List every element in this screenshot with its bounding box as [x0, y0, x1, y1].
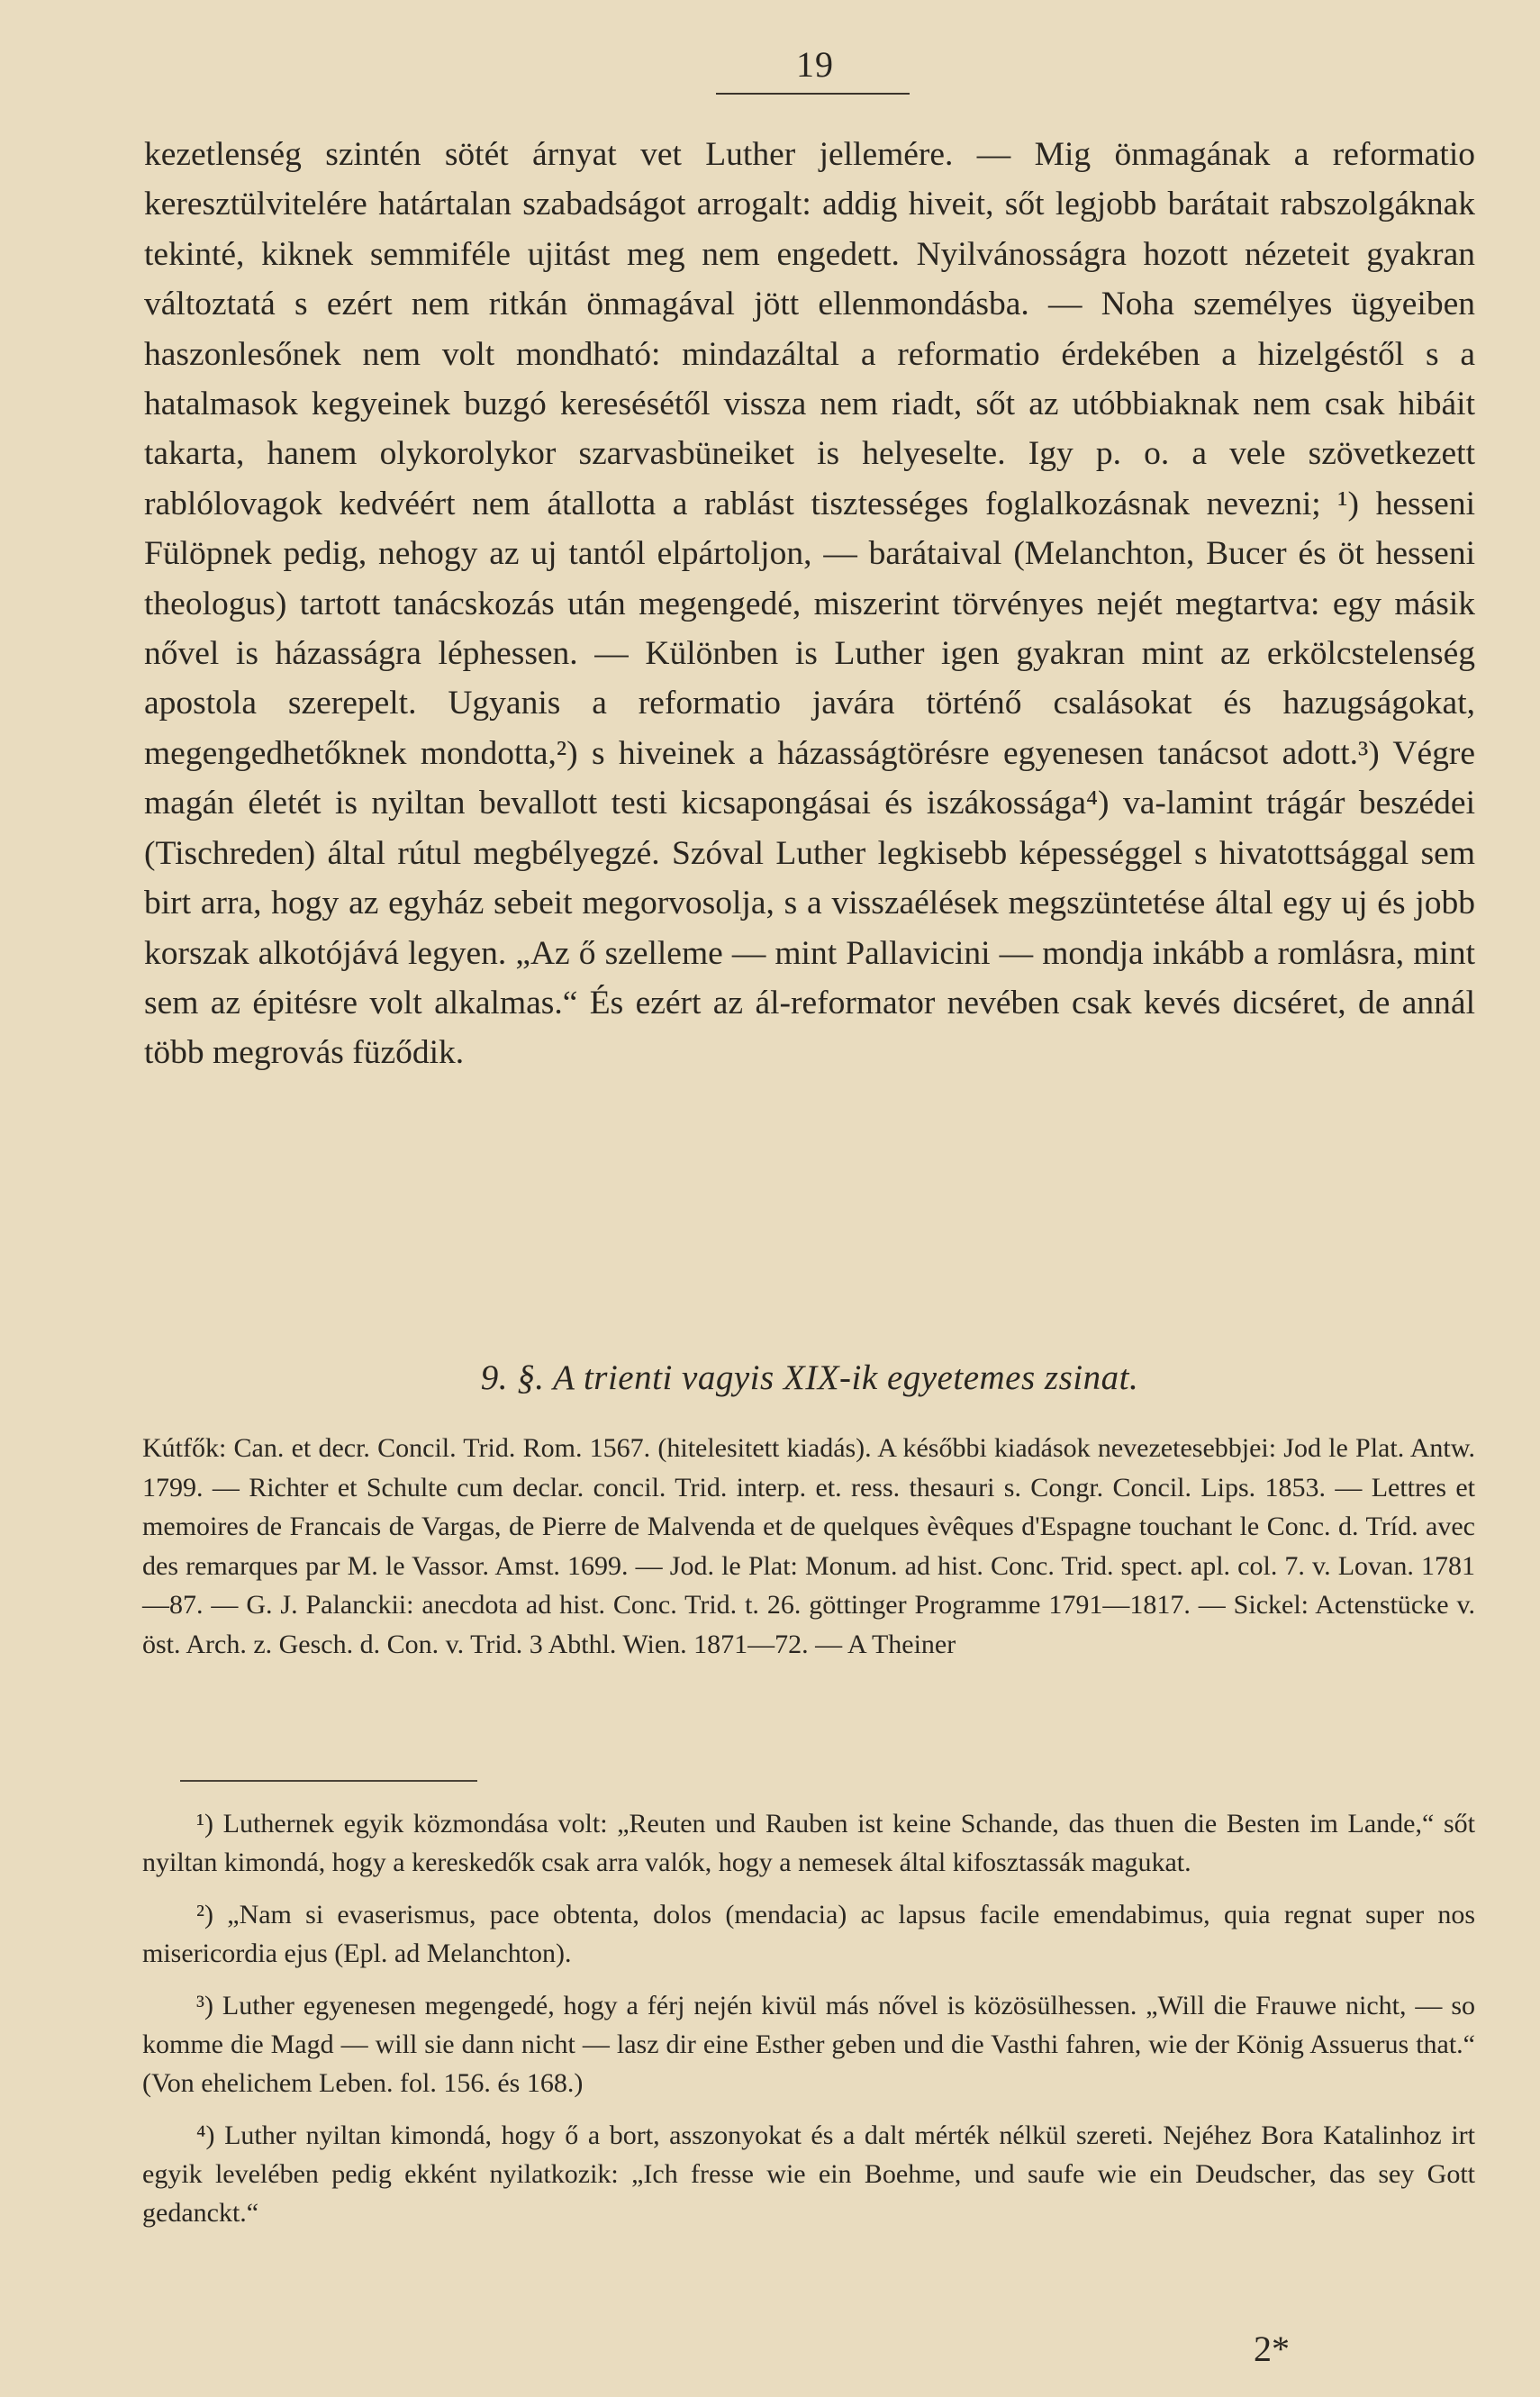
footnotes	[142, 1804, 1475, 2246]
footnote-marker: ³)	[196, 1991, 213, 2020]
footnote-text: Luthernek egyik közmondása volt: „Reuten und Rauben ist keine Schande, das thuen die Besten im Lande,“ sőt nyiltan kimondá, hogy a kereskedők csak arra valók, hogy a nemesek által kifosztassák magukat.	[142, 1809, 1475, 1877]
footnote-1	[142, 1804, 1475, 1882]
footnote-4	[142, 2116, 1475, 2232]
footnote-rule	[180, 1780, 477, 1782]
footnote-text: „Nam si evaserismus, pace obtenta, dolos (mendacia) ac lapsus facile emendabimus, quia regnat super nos misericordia ejus (Epl. ad Melanchton).	[142, 1900, 1475, 1968]
page-number: 19	[796, 44, 834, 85]
footnote-marker: ⁴)	[196, 2120, 215, 2150]
footnote-marker: ¹)	[196, 1809, 213, 1839]
section-heading: 9. §. A trienti vagyis XIX-ik egyetemes zsinat.	[480, 1358, 1139, 1397]
sources-block	[142, 1429, 1475, 1664]
footnote-3	[142, 1986, 1475, 2102]
body-paragraph: kezetlenség szintén sötét árnyat vet Luther jellemére. — Mig önmagának a reformatio keresztülvitelére határtalan szabadságot arrogalt: addig hiveit, sőt legjobb barátait rabszolgáknak tekinté, kiknek semmiféle ujitást meg nem engedett. Nyilvánosságra hozott nézeteit gyakran változtatá s ezért nem ritkán önmagával jött ellenmondásba. — Noha személyes ügyeiben haszonlesőnek nem volt mondható: mindazáltal a reformatio érdekében a hizelgéstől s a hatalmasok kegyeinek buzgó keresésétől vissza nem riadt, sőt az utóbbiaknak nem csak hibáit takarta, hanem olykorolykor szarvasbüneiket is helyeselte. Igy p. o. a vele szövetkezett rablólovagok kedvéért nem átallotta a rablást tisztességes foglalkozásnak nevezni; ¹) hesseni Fülöpnek pedig, nehogy az uj tantól elpártoljon, — barátaival (Melanchton, Bucer és öt hesseni theologus) tartott tanácskozás után megengedé, miszerint törvényes nejét megtartva: egy másik nővel is házasságra léphessen. — Különben is Luther igen gyakran mint az erkölcstelenség apostola szerepelt. Ugyanis a reformatio javára történő csalásokat és hazugságokat, megengedhetőknek mondotta,²) s hiveinek a házasságtörésre egyenesen tanácsot adott.³) Végre magán életét is nyiltan bevallott testi kicsapongásai és iszákossága⁴) va-lamint trágár beszédei (Tischreden) által rútul megbélyegzé. Szóval Luther legkisebb képességgel s hivatottsággal sem birt arra, hogy az egyház sebeit megorvosolja, s a visszaélések megszüntetése által egy uj és jobb korszak alkotójává legyen. „Az ő szelleme — mint Pallavicini — mondja inkább a romlásra, mint sem az épitésre volt alkalmas.“ És ezért az ál-reformator nevében csak kevés dicséret, de annál több megrovás füződik.	[144, 136, 1475, 1072]
footnote-marker: ²)	[196, 1900, 213, 1929]
footnote-text: Luther nyiltan kimondá, hogy ő a bort, asszonyokat és a dalt mérték nélkül szereti. Nejéhez Bora Katalinhoz irt egyik levelében pedig ekként nyilatkozik: „Ich fresse wie ein Boehme, und saufe wie ein Deudscher, das sey Gott gedanckt.“	[142, 2120, 1476, 2228]
signature-mark: 2*	[1254, 2329, 1290, 2369]
footnote-text: Luther egyenesen megengedé, hogy a férj nején kivül más nővel is közösülhessen. „Will die Frauwe nicht, — so komme die Magd — will sie dann nicht — lasz dir eine Esther geben und die Vasthi fahren, wie der König Assuerus that.“ (Von ehelichem Leben. fol. 156. és 168.)	[142, 1991, 1476, 2098]
body-text	[144, 130, 1475, 1078]
page-number-rule	[716, 93, 910, 95]
sources-paragraph: Kútfők: Can. et decr. Concil. Trid. Rom. 1567. (hitelesitett kiadás). A későbbi kiadások nevezetesebbjei: Jod le Plat. Antw. 1799. — Richter et Schulte cum declar. concil. Trid. interp. et. ress. thesauri s. Congr. Concil. Lips. 1853. — Lettres et memoires de Francais de Vargas, de Pierre de Malvenda et de quelques èvêques d'Espagne touchant le Conc. d. Tríd. avec des remarques par M. le Vassor. Amst. 1699. — Jod. le Plat: Monum. ad hist. Conc. Trid. spect. apl. col. 7. v. Lovan. 1781—87. — G. J. Palanckii: anecdota ad hist. Conc. Trid. t. 26. göttinger Programme 1791—1817. — Sickel: Actenstücke v. öst. Arch. z. Gesch. d. Con. v. Trid. 3 Abthl. Wien. 1871—72. — A Theiner	[142, 1433, 1475, 1659]
footnote-2	[142, 1895, 1475, 1973]
